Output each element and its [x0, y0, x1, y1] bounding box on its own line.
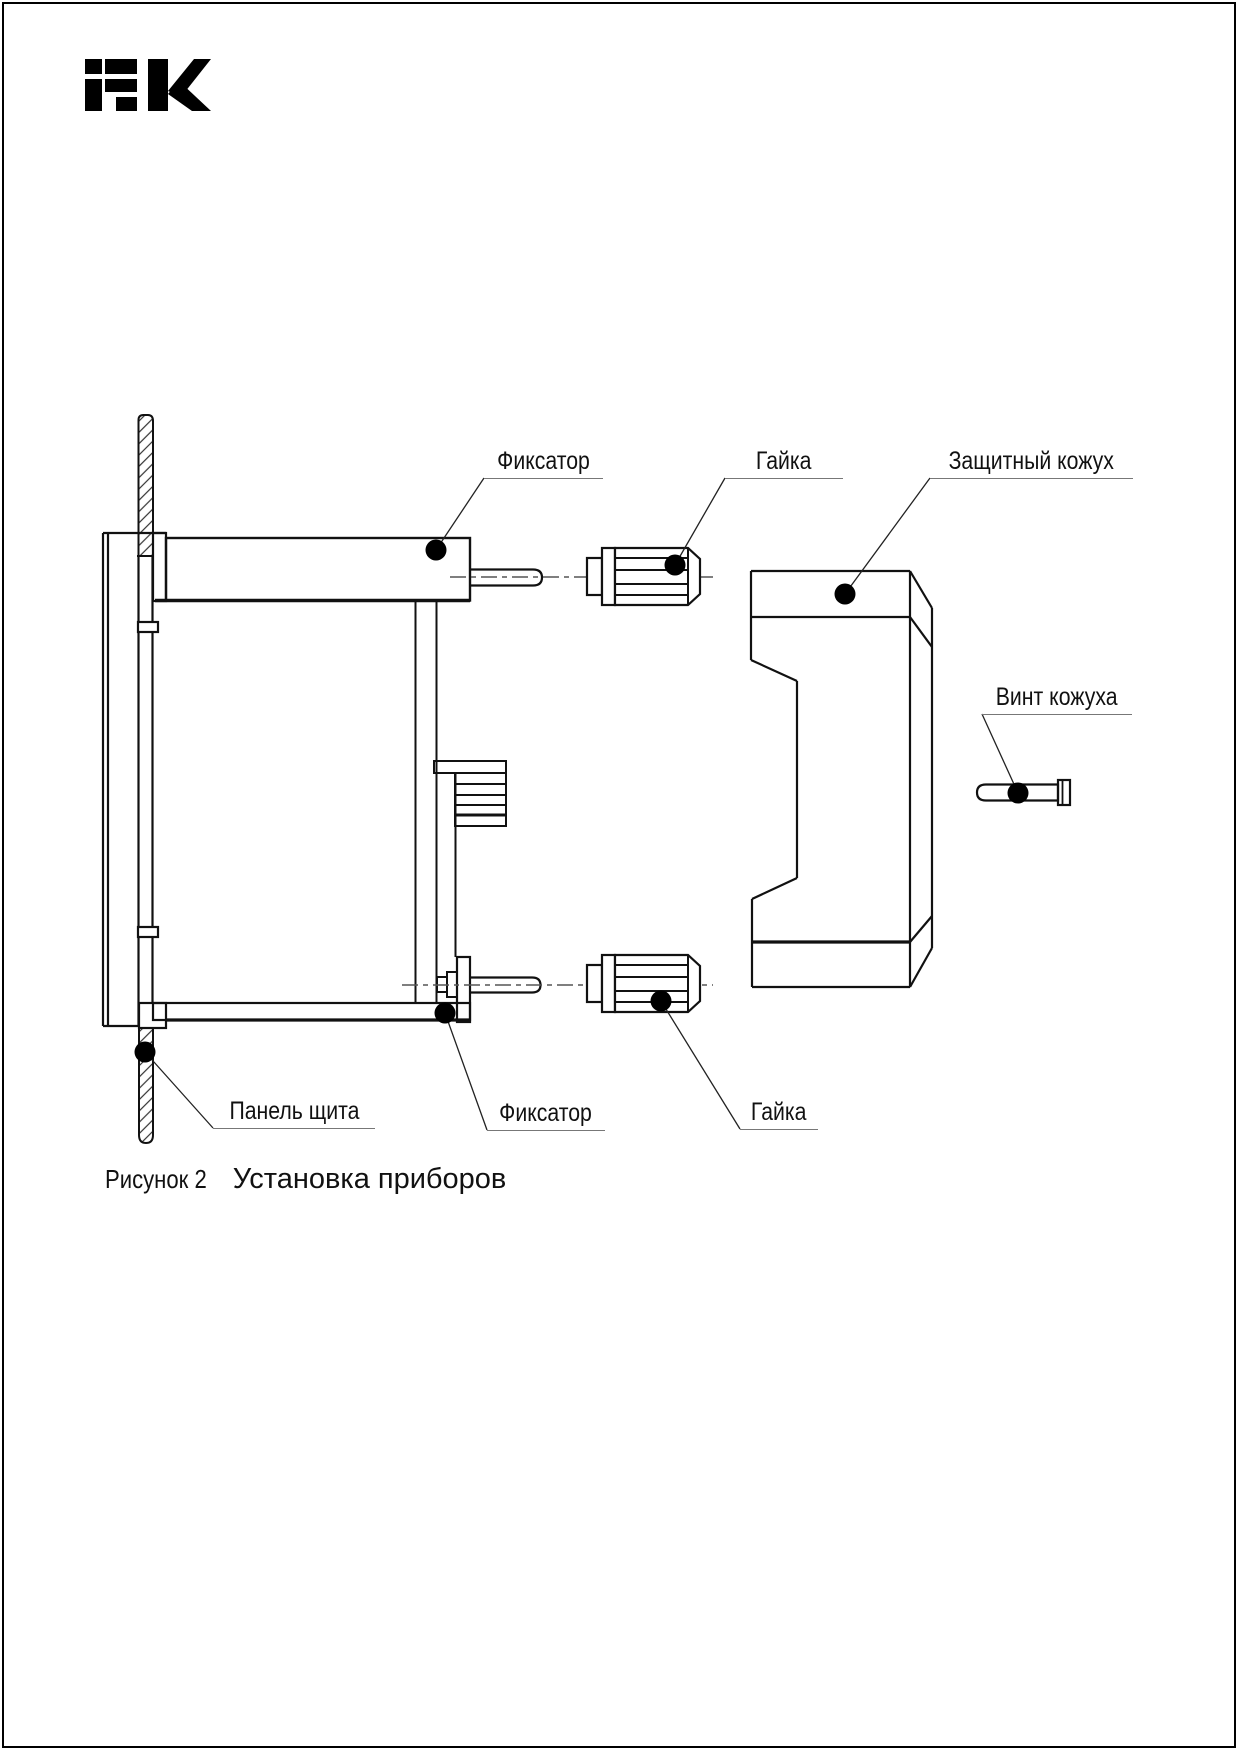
- label-text: Фиксатор: [499, 1099, 593, 1127]
- figure-title: Установка приборов: [232, 1163, 507, 1195]
- label-nut-bottom: [740, 1099, 818, 1130]
- device-bezel: [103, 533, 166, 1026]
- label-text: Винт кожуха: [996, 683, 1118, 711]
- terminal-block: [434, 761, 506, 826]
- nut-top-part: [587, 548, 700, 605]
- label-text: Панель щита: [229, 1097, 359, 1125]
- dot-fixator-top: [426, 540, 447, 561]
- label-text: Защитный кожух: [948, 447, 1115, 475]
- label-nut-top: [725, 448, 843, 479]
- dot-cover-screw: [1008, 783, 1029, 804]
- dot-cover: [835, 584, 856, 605]
- label-text: Фиксатор: [497, 447, 590, 475]
- label-text: Гайка: [756, 447, 812, 475]
- dot-fixator-bottom: [435, 1003, 456, 1024]
- fixator-top-part: [153, 533, 542, 601]
- label-protective-cover: [930, 448, 1133, 479]
- dot-nut-top: [665, 555, 686, 576]
- label-cover-screw: [982, 684, 1132, 715]
- figure-number: Рисунок 2: [105, 1164, 207, 1194]
- device-body: [416, 601, 507, 1003]
- figure-caption: [105, 1163, 506, 1196]
- nut-bottom-part: [587, 955, 700, 1012]
- dot-panel: [135, 1042, 156, 1063]
- fixator-bottom-part: [139, 957, 541, 1028]
- label-text: Гайка: [751, 1098, 807, 1126]
- protective-cover-part: [751, 571, 932, 987]
- label-fixator-top: [484, 448, 603, 479]
- centerlines: [402, 577, 713, 985]
- panel-strip-top: [139, 415, 154, 556]
- callout-leaders: [145, 478, 1018, 1130]
- label-fixator-bottom: [487, 1100, 605, 1131]
- label-panel: [213, 1098, 375, 1129]
- dot-nut-bottom: [651, 991, 672, 1012]
